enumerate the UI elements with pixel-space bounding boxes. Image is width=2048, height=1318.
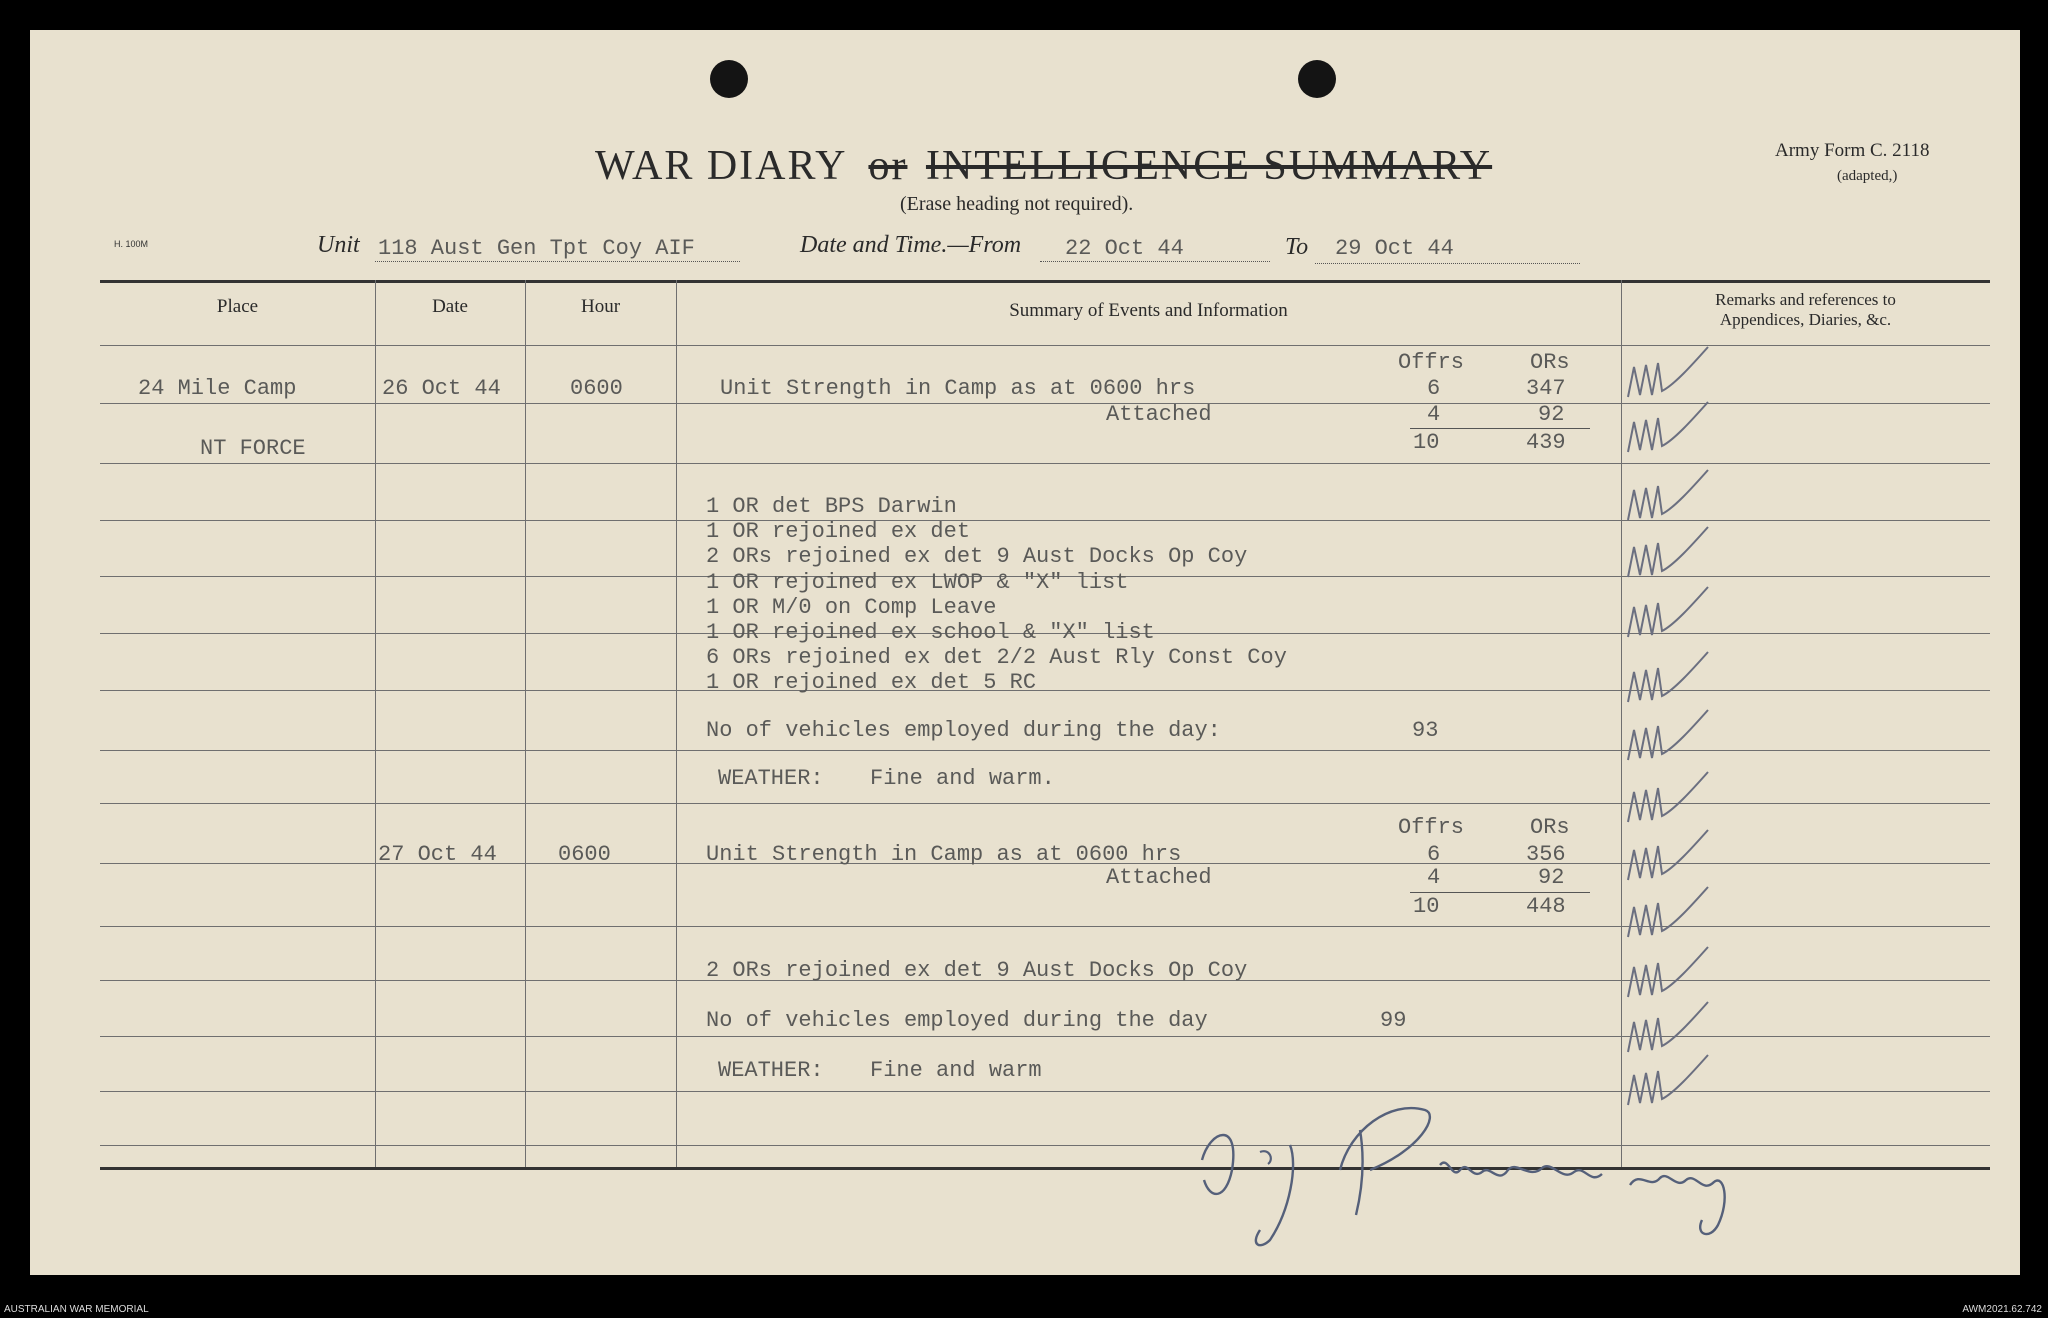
adapted-label: (adapted,)	[1837, 168, 1898, 184]
initial-mark	[1624, 525, 1714, 585]
army-form-label: Army Form C. 2118	[1775, 140, 1930, 161]
ors-header: ORs	[1530, 350, 1570, 375]
strength-line: Unit Strength in Camp as at 0600 hrs	[720, 376, 1196, 401]
punch-hole	[710, 60, 748, 98]
stock-code: H. 100M	[114, 239, 149, 249]
offrs-header: Offrs	[1398, 350, 1465, 375]
sum-rule	[1410, 428, 1590, 429]
header-remarks: Remarks and references to Appendices, Diaries, &c.	[1715, 290, 1896, 329]
weather-value: Fine and warm.	[870, 766, 1055, 791]
total-offrs: 10	[1413, 894, 1440, 919]
unit-label: Unit	[317, 232, 360, 258]
attached-ors: 92	[1538, 402, 1565, 427]
strength-line: Unit Strength in Camp as at 0600 hrs	[706, 842, 1182, 867]
vehicles-value: 99	[1380, 1008, 1407, 1033]
table-top-rule	[100, 280, 1990, 283]
initial-mark	[1624, 650, 1714, 710]
total-ors: 448	[1526, 894, 1566, 919]
date-label: Date and Time.—From	[800, 232, 1022, 258]
to-underline	[1315, 263, 1580, 264]
event-line: 2 ORs rejoined ex det 9 Aust Docks Op Coy	[706, 958, 1248, 983]
attached-ors: 92	[1538, 865, 1565, 890]
from-value: 22 Oct 44	[1065, 236, 1184, 261]
initial-mark	[1624, 885, 1714, 945]
footer-right: AWM2021.62.742	[1962, 1304, 2042, 1315]
heading-note: (Erase heading not required).	[900, 193, 1134, 215]
vehicles-label: No of vehicles employed during the day:	[706, 718, 1221, 743]
sum-rule	[1410, 892, 1590, 893]
weather-label: WEATHER:	[718, 1058, 824, 1083]
column-rule	[525, 280, 526, 1167]
in-camp-ors: 356	[1526, 842, 1566, 867]
attached-offrs: 4	[1427, 865, 1441, 890]
to-label: To	[1285, 234, 1309, 260]
column-rule	[1621, 280, 1622, 1167]
attached-offrs: 4	[1427, 402, 1441, 427]
event-line: 1 OR rejoined ex det	[706, 519, 971, 545]
initial-mark	[1624, 400, 1714, 460]
date-entry: 26 Oct 44	[382, 376, 501, 401]
event-list	[706, 494, 1287, 696]
weather-value: Fine and warm	[870, 1058, 1042, 1083]
weather-label: WEATHER:	[718, 766, 824, 791]
ors-header: ORs	[1530, 815, 1570, 840]
initial-mark	[1624, 468, 1714, 528]
heading-title: WAR DIARY or INTELLIGENCE SUMMARY	[595, 143, 1493, 189]
initial-mark	[1624, 1000, 1714, 1060]
in-camp-ors: 347	[1526, 376, 1566, 401]
column-rule	[375, 280, 376, 1167]
initial-mark	[1624, 585, 1714, 645]
hour-entry: 0600	[558, 842, 611, 867]
force-entry: NT FORCE	[200, 436, 306, 461]
attached-label: Attached	[1106, 402, 1212, 427]
column-rule	[676, 280, 677, 1167]
vehicles-value: 93	[1412, 718, 1439, 743]
event-line: 2 ORs rejoined ex det 9 Aust Docks Op Coy	[706, 544, 1248, 570]
offrs-header: Offrs	[1398, 815, 1465, 840]
event-line: 1 OR rejoined ex LWOP & "X" list	[706, 569, 1129, 595]
initial-mark	[1624, 708, 1714, 768]
to-value: 29 Oct 44	[1335, 236, 1454, 261]
date-entry: 27 Oct 44	[378, 842, 497, 867]
header-place: Place	[216, 296, 259, 317]
event-line: 1 OR rejoined ex det 5 RC	[706, 670, 1037, 696]
header-date: Date	[432, 296, 468, 317]
total-ors: 439	[1526, 430, 1566, 455]
unit-underline	[375, 261, 740, 262]
struck-heading: INTELLIGENCE SUMMARY	[925, 143, 1493, 189]
event-line: 1 OR det BPS Darwin	[706, 494, 957, 519]
header-hour: Hour	[580, 296, 621, 317]
total-offrs: 10	[1413, 430, 1440, 455]
signature	[1190, 1090, 1750, 1260]
initial-mark	[1624, 828, 1714, 888]
vehicles-label: No of vehicles employed during the day	[706, 1008, 1208, 1033]
from-underline	[1040, 261, 1270, 262]
place-entry: 24 Mile Camp	[138, 376, 297, 401]
event-line: 1 OR M/0 on Comp Leave	[706, 594, 997, 620]
event-line: 6 ORs rejoined ex det 2/2 Aust Rly Const Coy	[706, 645, 1287, 671]
diary-page	[30, 30, 2020, 1275]
punch-hole	[1298, 60, 1336, 98]
initial-mark	[1624, 770, 1714, 830]
row-rule	[100, 463, 1990, 464]
hour-entry: 0600	[570, 376, 623, 401]
unit-value: 118 Aust Gen Tpt Coy AIF	[378, 236, 695, 261]
initial-mark	[1624, 345, 1714, 405]
in-camp-offrs: 6	[1427, 842, 1441, 867]
in-camp-offrs: 6	[1427, 376, 1441, 401]
footer-left: AUSTRALIAN WAR MEMORIAL	[4, 1304, 149, 1315]
header-summary: Summary of Events and Information	[1009, 300, 1288, 321]
attached-label: Attached	[1106, 865, 1212, 890]
initial-mark	[1624, 945, 1714, 1005]
event-line: 1 OR rejoined ex school & "X" list	[706, 620, 1155, 646]
